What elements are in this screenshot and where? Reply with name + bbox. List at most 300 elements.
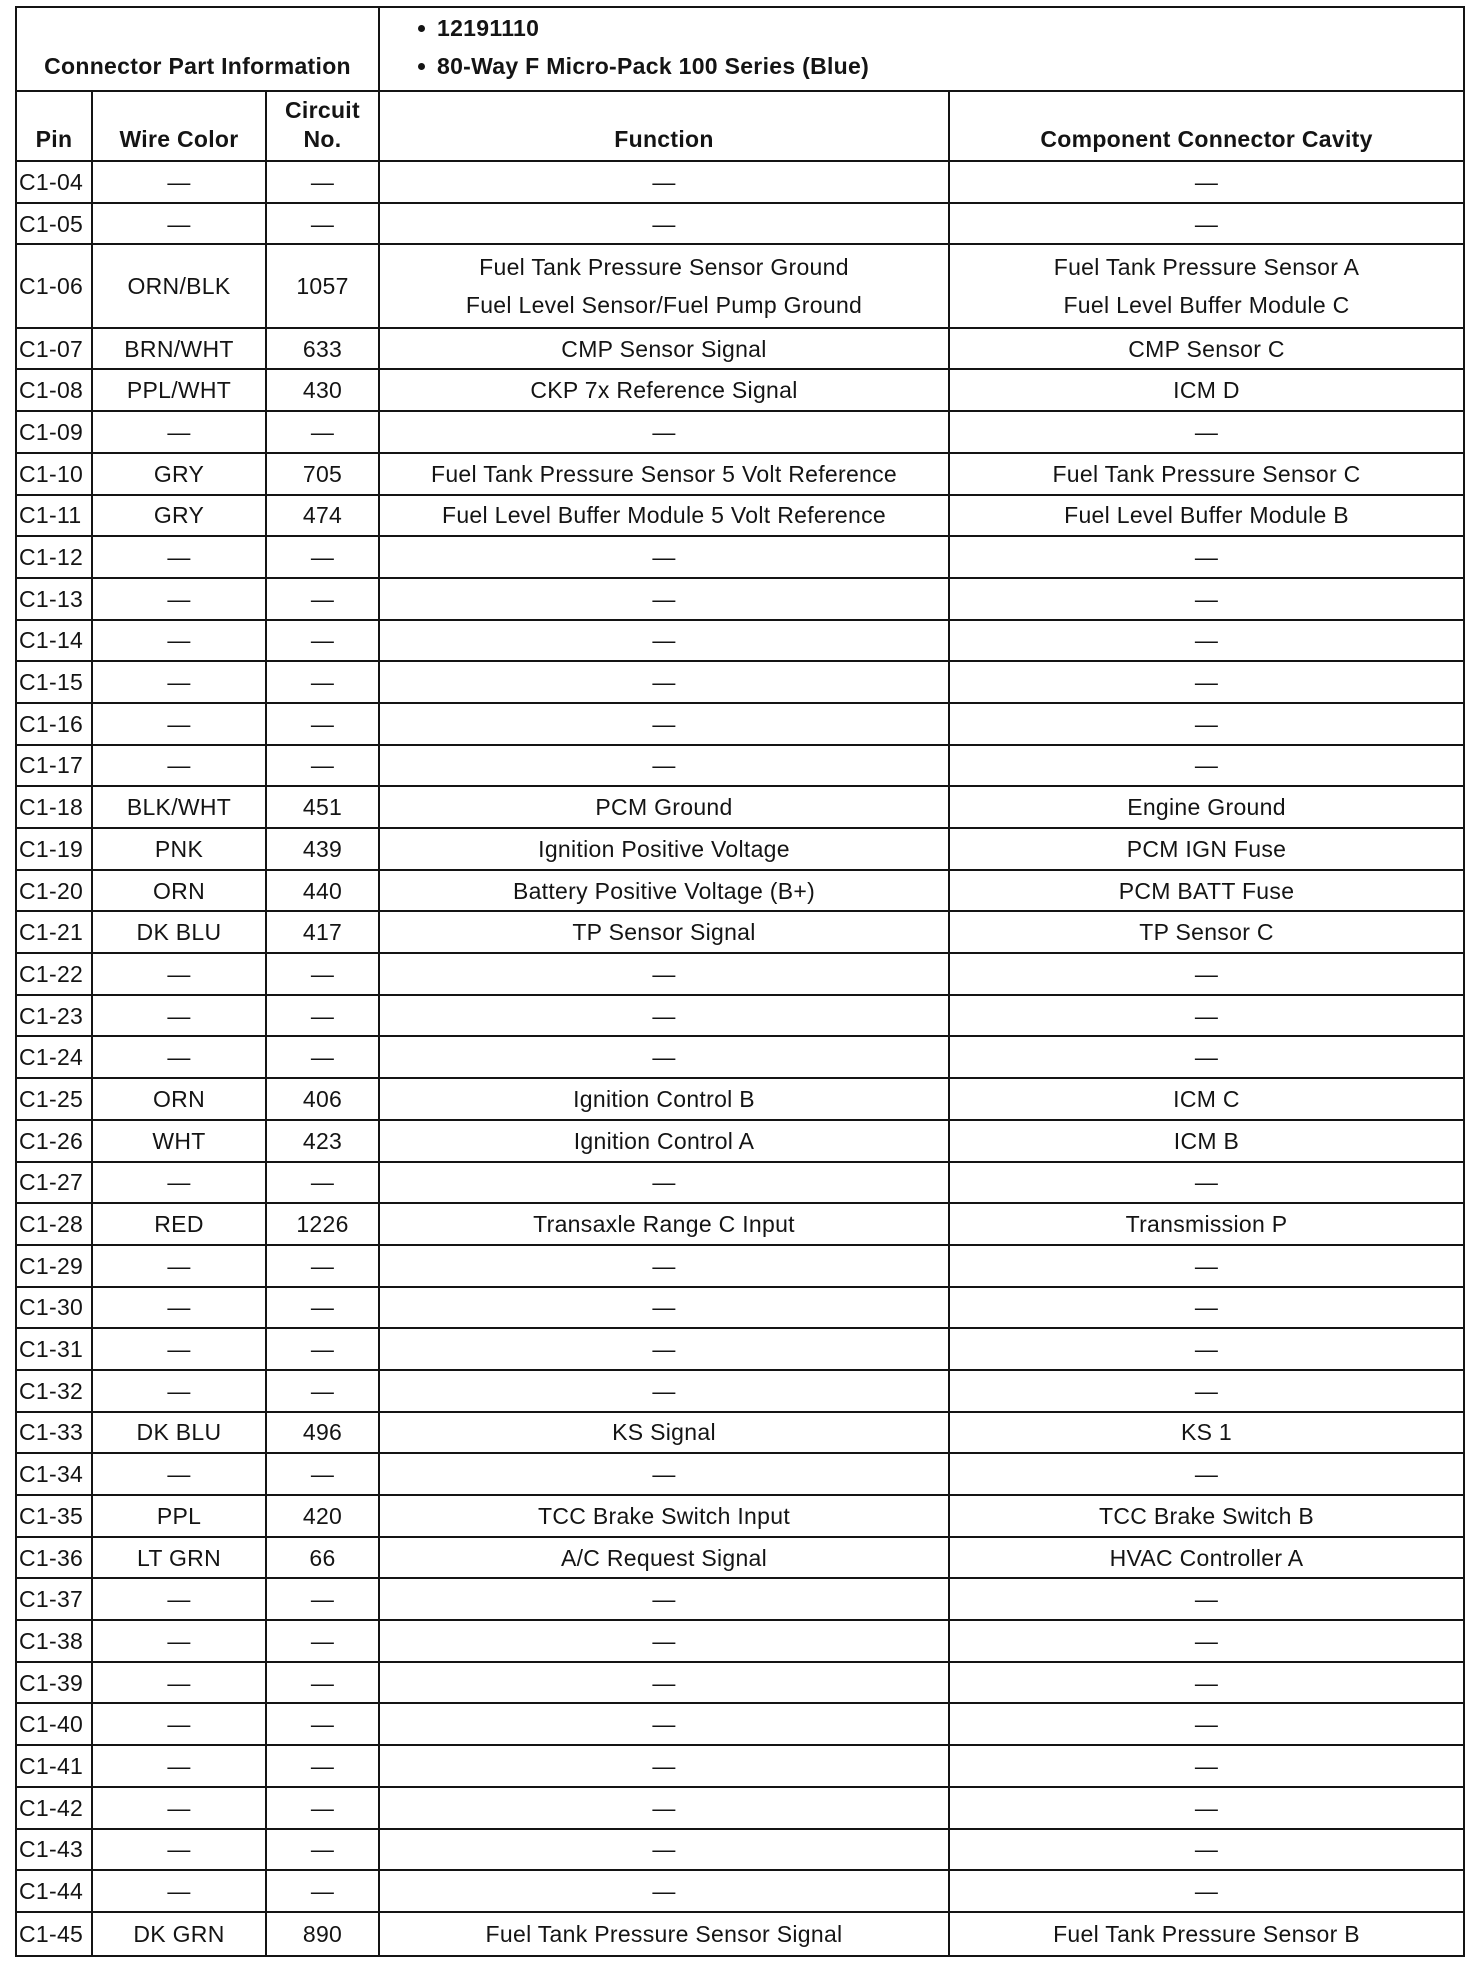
pin-text: C1-12	[19, 544, 84, 571]
function-text: —	[652, 1794, 676, 1821]
header-circuit-label-line2: No.	[303, 126, 342, 152]
component-cell	[950, 1913, 1463, 1955]
component-text: Fuel Tank Pressure Sensor C	[1052, 460, 1361, 487]
bullet-icon	[418, 63, 425, 70]
wire-color-text: —	[167, 1461, 191, 1488]
circuit-cell	[267, 1579, 380, 1619]
component-cell	[950, 871, 1463, 911]
pin-text: C1-19	[19, 835, 84, 862]
wire-color-cell	[93, 787, 267, 827]
pin-cell	[17, 871, 93, 911]
pin-text: C1-24	[19, 1044, 84, 1071]
table-row	[17, 1371, 1463, 1413]
component-cell	[950, 412, 1463, 452]
pin-cell	[17, 1079, 93, 1119]
wire-color-cell	[93, 496, 267, 536]
wire-color-cell	[93, 370, 267, 410]
circuit-cell	[267, 1329, 380, 1369]
component-cell	[950, 1163, 1463, 1203]
wire-color-cell	[93, 621, 267, 661]
component-text: —	[1194, 752, 1219, 779]
table-row	[17, 329, 1463, 371]
circuit-cell	[267, 1288, 380, 1328]
circuit-cell	[267, 162, 380, 202]
header-wire-color-label: Wire Color	[119, 126, 239, 152]
pin-cell	[17, 1496, 93, 1536]
component-cell	[950, 996, 1463, 1036]
function-text: —	[652, 210, 676, 237]
circuit-text: —	[310, 1044, 335, 1071]
function-cell	[380, 1121, 950, 1161]
header-circuit-label-line1: Circuit	[285, 97, 360, 123]
component-cell	[950, 1663, 1463, 1703]
pin-cell	[17, 1329, 93, 1369]
function-text: CMP Sensor Signal	[561, 335, 767, 362]
wire-color-text: ORN	[152, 877, 205, 904]
component-cell	[950, 370, 1463, 410]
function-cell	[380, 871, 950, 911]
function-cell	[380, 1496, 950, 1536]
circuit-text: —	[310, 1669, 335, 1696]
circuit-cell	[267, 621, 380, 661]
function-cell	[380, 1746, 950, 1786]
function-text: —	[652, 960, 676, 987]
wire-color-cell	[93, 1454, 267, 1494]
circuit-text: 633	[302, 335, 343, 362]
table-row	[17, 1413, 1463, 1455]
pin-text: C1-08	[19, 377, 84, 404]
table-row	[17, 1538, 1463, 1580]
wire-color-cell	[93, 1871, 267, 1911]
component-text: —	[1194, 960, 1219, 987]
circuit-text: 890	[302, 1920, 343, 1947]
component-text: —	[1194, 1836, 1219, 1863]
wire-color-text: —	[167, 1627, 191, 1654]
circuit-text: —	[310, 752, 335, 779]
pin-text: C1-11	[19, 502, 82, 529]
wire-color-cell	[93, 1413, 267, 1453]
circuit-cell	[267, 1413, 380, 1453]
wire-color-cell	[93, 1788, 267, 1828]
pin-cell	[17, 1288, 93, 1328]
pin-text: C1-06	[19, 273, 84, 300]
function-cell	[380, 537, 950, 577]
component-cell	[950, 1371, 1463, 1411]
function-text: —	[652, 1377, 676, 1404]
wire-color-text: ORN/BLK	[127, 273, 231, 300]
table-row	[17, 1871, 1463, 1913]
wire-color-text: —	[167, 627, 191, 654]
table-row	[17, 1579, 1463, 1621]
function-text: Fuel Level Sensor/Fuel Pump Ground	[465, 292, 863, 319]
circuit-text: 474	[302, 502, 343, 529]
component-cell	[950, 1871, 1463, 1911]
circuit-text: —	[310, 1878, 335, 1905]
component-cell	[950, 1621, 1463, 1661]
pin-text: C1-10	[19, 460, 84, 487]
wire-color-text: BRN/WHT	[124, 335, 234, 362]
circuit-cell	[267, 1246, 380, 1286]
pin-cell	[17, 1788, 93, 1828]
function-cell	[380, 662, 950, 702]
header-function	[380, 92, 950, 160]
wire-color-text: PPL/WHT	[126, 377, 232, 404]
wire-color-text: LT GRN	[136, 1544, 222, 1571]
wire-color-cell	[93, 1037, 267, 1077]
wire-color-cell	[93, 1329, 267, 1369]
function-text: —	[652, 544, 676, 571]
circuit-cell	[267, 1830, 380, 1870]
wire-color-text: —	[167, 1669, 191, 1696]
wire-color-cell	[93, 912, 267, 952]
function-cell	[380, 1788, 950, 1828]
wire-color-text: GRY	[153, 502, 205, 529]
function-text: —	[652, 752, 676, 779]
pin-text: C1-33	[19, 1419, 84, 1446]
circuit-cell	[267, 704, 380, 744]
pin-text: C1-27	[19, 1169, 84, 1196]
component-text: —	[1194, 1336, 1219, 1363]
header-pin-label: Pin	[35, 126, 73, 152]
circuit-cell	[267, 1788, 380, 1828]
header-circuit-no	[267, 92, 380, 160]
circuit-cell	[267, 829, 380, 869]
wire-color-cell	[93, 1079, 267, 1119]
table-row	[17, 912, 1463, 954]
circuit-cell	[267, 996, 380, 1036]
circuit-cell	[267, 1704, 380, 1744]
circuit-cell	[267, 579, 380, 619]
table-row	[17, 1454, 1463, 1496]
table-row	[17, 1830, 1463, 1872]
pin-text: C1-04	[19, 168, 84, 195]
circuit-cell	[267, 871, 380, 911]
wire-color-text: BLK/WHT	[126, 794, 232, 821]
pin-cell	[17, 204, 93, 244]
function-text: PCM Ground	[595, 794, 733, 821]
function-text: —	[652, 1711, 676, 1738]
circuit-text: 417	[302, 919, 343, 946]
function-text: —	[652, 627, 676, 654]
circuit-text: —	[310, 1169, 335, 1196]
function-cell	[380, 454, 950, 494]
component-cell	[950, 537, 1463, 577]
function-cell	[380, 1037, 950, 1077]
function-cell	[380, 954, 950, 994]
pin-cell	[17, 1704, 93, 1744]
connector-description-line	[418, 47, 1463, 85]
function-text: —	[652, 1627, 676, 1654]
table-row	[17, 579, 1463, 621]
wire-color-cell	[93, 996, 267, 1036]
circuit-cell	[267, 912, 380, 952]
component-text: ICM B	[1173, 1127, 1240, 1154]
component-text: —	[1194, 1294, 1219, 1321]
wire-color-cell	[93, 954, 267, 994]
circuit-text: —	[310, 1711, 335, 1738]
component-text: —	[1194, 1461, 1219, 1488]
table-row	[17, 1746, 1463, 1788]
function-cell	[380, 370, 950, 410]
function-cell	[380, 1871, 950, 1911]
pin-cell	[17, 829, 93, 869]
table-row	[17, 1246, 1463, 1288]
component-text: Fuel Level Buffer Module B	[1064, 502, 1349, 529]
table-row	[17, 1288, 1463, 1330]
circuit-cell	[267, 245, 380, 326]
table-row	[17, 1704, 1463, 1746]
header-pin	[17, 92, 93, 160]
function-text: —	[652, 1461, 676, 1488]
component-cell	[950, 579, 1463, 619]
pin-text: C1-29	[19, 1252, 84, 1279]
component-cell	[950, 1454, 1463, 1494]
function-text: —	[652, 1169, 676, 1196]
component-cell	[950, 162, 1463, 202]
function-cell	[380, 704, 950, 744]
component-text: —	[1194, 1669, 1219, 1696]
function-text: —	[652, 1252, 676, 1279]
table-row	[17, 496, 1463, 538]
wire-color-cell	[93, 1621, 267, 1661]
pin-text: C1-30	[19, 1294, 84, 1321]
pin-cell	[17, 746, 93, 786]
header-component-label: Component Connector Cavity	[1040, 126, 1373, 152]
circuit-text: —	[310, 418, 335, 445]
pin-cell	[17, 954, 93, 994]
circuit-text: —	[310, 669, 335, 696]
wire-color-cell	[93, 412, 267, 452]
wire-color-cell	[93, 746, 267, 786]
circuit-cell	[267, 954, 380, 994]
pin-cell	[17, 662, 93, 702]
circuit-text: —	[310, 1794, 335, 1821]
circuit-cell	[267, 1871, 380, 1911]
wire-color-cell	[93, 1704, 267, 1744]
wire-color-text: WHT	[152, 1127, 206, 1154]
wire-color-cell	[93, 829, 267, 869]
pin-text: C1-43	[19, 1836, 84, 1863]
component-cell	[950, 1246, 1463, 1286]
header-wire-color	[93, 92, 267, 160]
table-row	[17, 1079, 1463, 1121]
function-cell	[380, 1454, 950, 1494]
table-row	[17, 454, 1463, 496]
component-cell	[950, 1496, 1463, 1536]
wire-color-cell	[93, 1288, 267, 1328]
connector-description: 80-Way F Micro-Pack 100 Series (Blue)	[437, 52, 870, 79]
circuit-text: —	[310, 710, 335, 737]
pin-text: C1-15	[19, 669, 84, 696]
function-text: Battery Positive Voltage (B+)	[512, 877, 816, 904]
component-text: —	[1194, 710, 1219, 737]
circuit-text: 439	[302, 835, 343, 862]
pin-cell	[17, 1037, 93, 1077]
component-text: —	[1194, 210, 1219, 237]
component-cell	[950, 704, 1463, 744]
function-text: TP Sensor Signal	[572, 919, 756, 946]
part-number: 12191110	[437, 14, 540, 41]
connector-info-section	[17, 8, 1463, 92]
wire-color-text: ORN	[152, 1085, 205, 1112]
function-text: Ignition Control A	[573, 1127, 755, 1154]
circuit-text: 451	[302, 794, 343, 821]
pin-text: C1-21	[19, 919, 84, 946]
circuit-text: —	[310, 168, 335, 195]
wire-color-text: —	[167, 585, 191, 612]
function-text: —	[652, 669, 676, 696]
header-function-label: Function	[614, 126, 714, 152]
pin-text: C1-05	[19, 210, 84, 237]
table-row	[17, 954, 1463, 996]
wire-color-cell	[93, 245, 267, 326]
circuit-text: 66	[309, 1544, 336, 1571]
pin-cell	[17, 412, 93, 452]
component-cell	[950, 1329, 1463, 1369]
pin-cell	[17, 1246, 93, 1286]
circuit-cell	[267, 1621, 380, 1661]
pin-cell	[17, 996, 93, 1036]
component-text: —	[1194, 1878, 1219, 1905]
wire-color-cell	[93, 1371, 267, 1411]
circuit-cell	[267, 1454, 380, 1494]
circuit-text: —	[310, 1461, 335, 1488]
component-cell	[950, 1746, 1463, 1786]
circuit-text: —	[310, 210, 335, 237]
function-cell	[380, 1204, 950, 1244]
wire-color-cell	[93, 1579, 267, 1619]
component-cell	[950, 1830, 1463, 1870]
wire-color-cell	[93, 1163, 267, 1203]
function-text: —	[652, 1878, 676, 1905]
pin-cell	[17, 162, 93, 202]
component-text: PCM BATT Fuse	[1118, 877, 1295, 904]
wire-color-cell	[93, 162, 267, 202]
pin-text: C1-45	[19, 1920, 84, 1947]
component-text: HVAC Controller A	[1109, 1544, 1304, 1571]
function-cell	[380, 1329, 950, 1369]
table-row	[17, 996, 1463, 1038]
pin-text: C1-42	[19, 1794, 84, 1821]
function-cell	[380, 162, 950, 202]
table-row	[17, 204, 1463, 246]
function-cell	[380, 1413, 950, 1453]
component-cell	[950, 204, 1463, 244]
component-text: ICM C	[1173, 1085, 1240, 1112]
circuit-text: 406	[302, 1085, 343, 1112]
component-text: —	[1194, 1627, 1219, 1654]
wire-color-text: —	[167, 752, 191, 779]
component-cell	[950, 829, 1463, 869]
component-text: —	[1194, 1002, 1219, 1029]
component-cell	[950, 496, 1463, 536]
wire-color-text: PNK	[154, 835, 204, 862]
table-row	[17, 1621, 1463, 1663]
pin-cell	[17, 1746, 93, 1786]
circuit-text: —	[310, 1002, 335, 1029]
wire-color-text: GRY	[153, 460, 205, 487]
pin-text: C1-44	[19, 1878, 84, 1905]
function-text: A/C Request Signal	[560, 1544, 768, 1571]
component-cell	[950, 1288, 1463, 1328]
circuit-text: 423	[302, 1127, 343, 1154]
component-cell	[950, 1413, 1463, 1453]
function-cell	[380, 1288, 950, 1328]
circuit-cell	[267, 1538, 380, 1578]
component-text: —	[1194, 1044, 1219, 1071]
column-header-row	[17, 92, 1463, 162]
wire-color-cell	[93, 454, 267, 494]
wire-color-text: —	[167, 1878, 191, 1905]
component-text: —	[1194, 1252, 1219, 1279]
pin-text: C1-41	[19, 1752, 84, 1779]
pin-cell	[17, 579, 93, 619]
circuit-text: 1226	[296, 1211, 349, 1238]
component-text: —	[1194, 168, 1219, 195]
component-text: —	[1194, 1169, 1219, 1196]
pin-text: C1-07	[19, 335, 84, 362]
circuit-cell	[267, 1037, 380, 1077]
pin-cell	[17, 1454, 93, 1494]
table-row	[17, 746, 1463, 788]
pin-text: C1-23	[19, 1002, 84, 1029]
circuit-text: —	[310, 1252, 335, 1279]
function-text: —	[652, 710, 676, 737]
function-text: Transaxle Range C Input	[533, 1211, 795, 1238]
pin-cell	[17, 1371, 93, 1411]
function-cell	[380, 412, 950, 452]
component-cell	[950, 1204, 1463, 1244]
circuit-text: 496	[302, 1419, 343, 1446]
circuit-cell	[267, 1204, 380, 1244]
function-text: Fuel Tank Pressure Sensor Ground	[479, 254, 849, 281]
function-cell	[380, 829, 950, 869]
function-text: —	[652, 1669, 676, 1696]
function-cell	[380, 1663, 950, 1703]
wire-color-cell	[93, 1204, 267, 1244]
wire-color-text: DK BLU	[136, 919, 222, 946]
pin-cell	[17, 370, 93, 410]
function-cell	[380, 1704, 950, 1744]
component-text: —	[1194, 627, 1219, 654]
component-text: —	[1194, 585, 1219, 612]
function-cell	[380, 1079, 950, 1119]
table-row	[17, 1329, 1463, 1371]
wire-color-cell	[93, 329, 267, 369]
function-cell	[380, 746, 950, 786]
function-text: —	[652, 1836, 676, 1863]
table-row	[17, 662, 1463, 704]
function-text: Fuel Tank Pressure Sensor 5 Volt Reference	[430, 460, 898, 487]
table-row	[17, 162, 1463, 204]
pin-text: C1-31	[19, 1336, 84, 1363]
circuit-cell	[267, 537, 380, 577]
wire-color-text: —	[167, 1752, 191, 1779]
part-number-line	[418, 9, 1463, 47]
component-text: CMP Sensor C	[1128, 335, 1285, 362]
function-cell	[380, 1371, 950, 1411]
wire-color-cell	[93, 1913, 267, 1955]
table-row	[17, 1204, 1463, 1246]
pin-cell	[17, 787, 93, 827]
table-row	[17, 621, 1463, 663]
table-row	[17, 1121, 1463, 1163]
table-row	[17, 1037, 1463, 1079]
pin-cell	[17, 537, 93, 577]
function-text: —	[652, 1294, 676, 1321]
function-text: —	[652, 1752, 676, 1779]
component-cell	[950, 954, 1463, 994]
